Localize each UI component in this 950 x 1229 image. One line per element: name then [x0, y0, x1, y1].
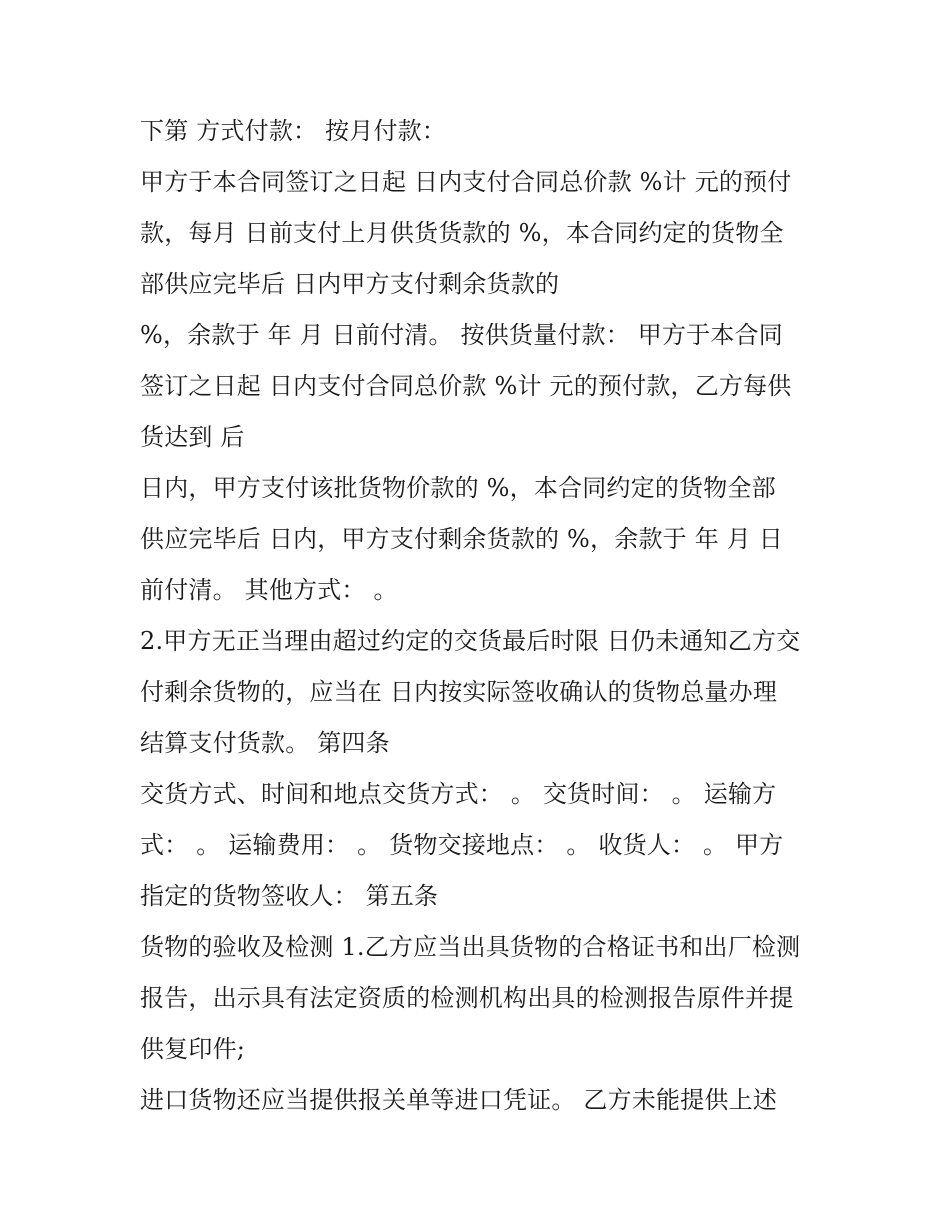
- text-line: 供复印件;: [140, 1035, 246, 1063]
- text-line: 指定的货物签收人： 第五条: [140, 882, 439, 910]
- text-line: 式： 。 运输费用： 。 货物交接地点： 。 收货人： 。 甲方: [140, 831, 784, 859]
- text-line: %，余款于 年 月 日前付清。 按供货量付款： 甲方于本合同: [140, 321, 783, 349]
- text-line: 前付清。 其他方式： 。: [140, 576, 398, 604]
- text-line: 下第 方式付款： 按月付款：: [140, 117, 447, 145]
- text-line: 款，每月 日前支付上月供货货款的 %，本合同约定的货物全: [140, 219, 784, 247]
- text-line: 签订之日起 日内支付合同总价款 %计 元的预付款，乙方每供: [140, 372, 792, 400]
- text-line: 付剩余货物的，应当在 日内按实际签收确认的货物总量办理: [140, 678, 778, 706]
- text-line: 甲方于本合同签订之日起 日内支付合同总价款 %计 元的预付: [140, 168, 792, 196]
- text-line: 报告，出示具有法定资质的检测机构出具的检测报告原件并提: [140, 984, 794, 1012]
- text-line: 交货方式、时间和地点交货方式： 。 交货时间： 。 运输方: [140, 780, 777, 808]
- text-line: 货达到 后: [140, 423, 245, 451]
- text-line: 货物的验收及检测 1.乙方应当出具货物的合格证书和出厂检测: [140, 933, 801, 961]
- text-line: 日内，甲方支付该批货物价款的 %，本合同约定的货物全部: [140, 474, 776, 502]
- text-line: 部供应完毕后 日内甲方支付剩余货款的: [140, 270, 560, 298]
- document-body: [140, 106, 830, 1126]
- text-line: 供应完毕后 日内，甲方支付剩余货款的 %，余款于 年 月 日: [140, 525, 783, 553]
- text-line: 2.甲方无正当理由超过约定的交货最后时限 日仍未通知乙方交: [140, 627, 801, 655]
- text-line: 结算支付货款。 第四条: [140, 729, 390, 757]
- text-line: 进口货物还应当提供报关单等进口凭证。 乙方未能提供上述: [140, 1086, 778, 1114]
